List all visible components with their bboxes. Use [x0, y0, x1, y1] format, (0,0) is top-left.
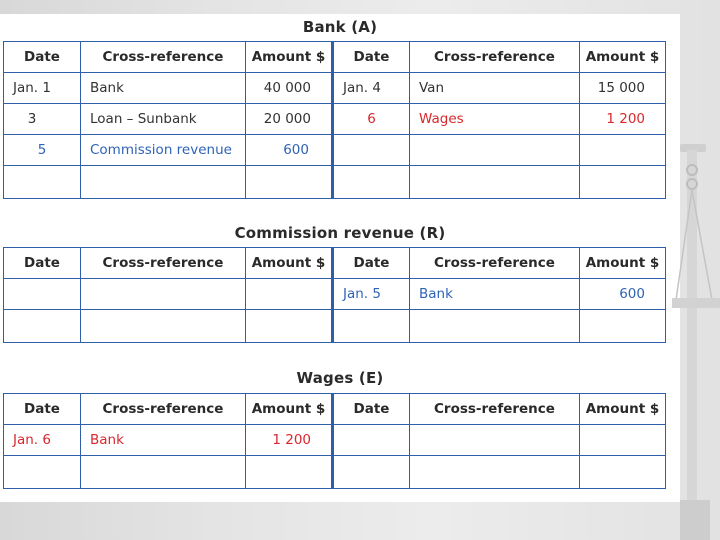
- ledger-table-wages: [3, 393, 666, 489]
- column-header: Amount $: [246, 42, 333, 73]
- table-row: [4, 279, 666, 310]
- column-header: Cross-reference: [410, 248, 580, 279]
- table-row-empty: [4, 456, 666, 489]
- table-header-row: [4, 42, 666, 73]
- debit-amount: 20 000: [246, 104, 333, 135]
- column-header: Amount $: [246, 394, 333, 425]
- column-header: Cross-reference: [81, 42, 246, 73]
- account-title-bank: Bank (A): [302, 18, 378, 36]
- credit-cross-reference: Van: [410, 73, 580, 104]
- debit-amount: [246, 279, 333, 310]
- credit-date: Jan. 4: [333, 73, 410, 104]
- column-header: Date: [4, 394, 81, 425]
- column-header: Cross-reference: [81, 248, 246, 279]
- credit-date: 6: [333, 104, 410, 135]
- debit-date: [4, 279, 81, 310]
- column-header: Amount $: [246, 248, 333, 279]
- credit-cross-reference: Bank: [410, 279, 580, 310]
- balance-scale-icon: [672, 140, 720, 540]
- credit-cross-reference: Wages: [410, 104, 580, 135]
- debit-amount: 600: [246, 135, 333, 166]
- table-row: [4, 425, 666, 456]
- table-row: [4, 104, 666, 135]
- credit-date: [333, 425, 410, 456]
- credit-amount: [580, 135, 666, 166]
- credit-cross-reference: [410, 425, 580, 456]
- account-title-wages: Wages (E): [296, 369, 384, 387]
- debit-cross-reference: Bank: [81, 425, 246, 456]
- debit-amount: 1 200: [246, 425, 333, 456]
- ledger-table-commission-revenue: [3, 247, 666, 343]
- column-header: Amount $: [580, 394, 666, 425]
- debit-date: Jan. 1: [4, 73, 81, 104]
- credit-date: Jan. 5: [333, 279, 410, 310]
- credit-amount: 15 000: [580, 73, 666, 104]
- debit-cross-reference: Loan – Sunbank: [81, 104, 246, 135]
- column-header: Date: [4, 42, 81, 73]
- column-header: Cross-reference: [81, 394, 246, 425]
- table-row-empty: [4, 310, 666, 343]
- column-header: Amount $: [580, 248, 666, 279]
- credit-cross-reference: [410, 135, 580, 166]
- column-header: Date: [333, 394, 410, 425]
- debit-cross-reference: [81, 279, 246, 310]
- table-header-row: [4, 394, 666, 425]
- debit-cross-reference: Bank: [81, 73, 246, 104]
- debit-date: Jan. 6: [4, 425, 81, 456]
- debit-date: 5: [4, 135, 81, 166]
- credit-amount: 1 200: [580, 104, 666, 135]
- table-row: [4, 135, 666, 166]
- debit-amount: 40 000: [246, 73, 333, 104]
- column-header: Amount $: [580, 42, 666, 73]
- credit-amount: [580, 425, 666, 456]
- ledger-table-bank: [3, 41, 666, 199]
- column-header: Date: [333, 248, 410, 279]
- table-header-row: [4, 248, 666, 279]
- column-header: Date: [4, 248, 81, 279]
- table-row-empty: [4, 166, 666, 199]
- account-title-commission-revenue: Commission revenue (R): [234, 224, 446, 242]
- column-header: Cross-reference: [410, 42, 580, 73]
- credit-amount: 600: [580, 279, 666, 310]
- credit-date: [333, 135, 410, 166]
- column-header: Date: [333, 42, 410, 73]
- debit-cross-reference: Commission revenue: [81, 135, 246, 166]
- column-header: Cross-reference: [410, 394, 580, 425]
- table-row: [4, 73, 666, 104]
- debit-date: 3: [4, 104, 81, 135]
